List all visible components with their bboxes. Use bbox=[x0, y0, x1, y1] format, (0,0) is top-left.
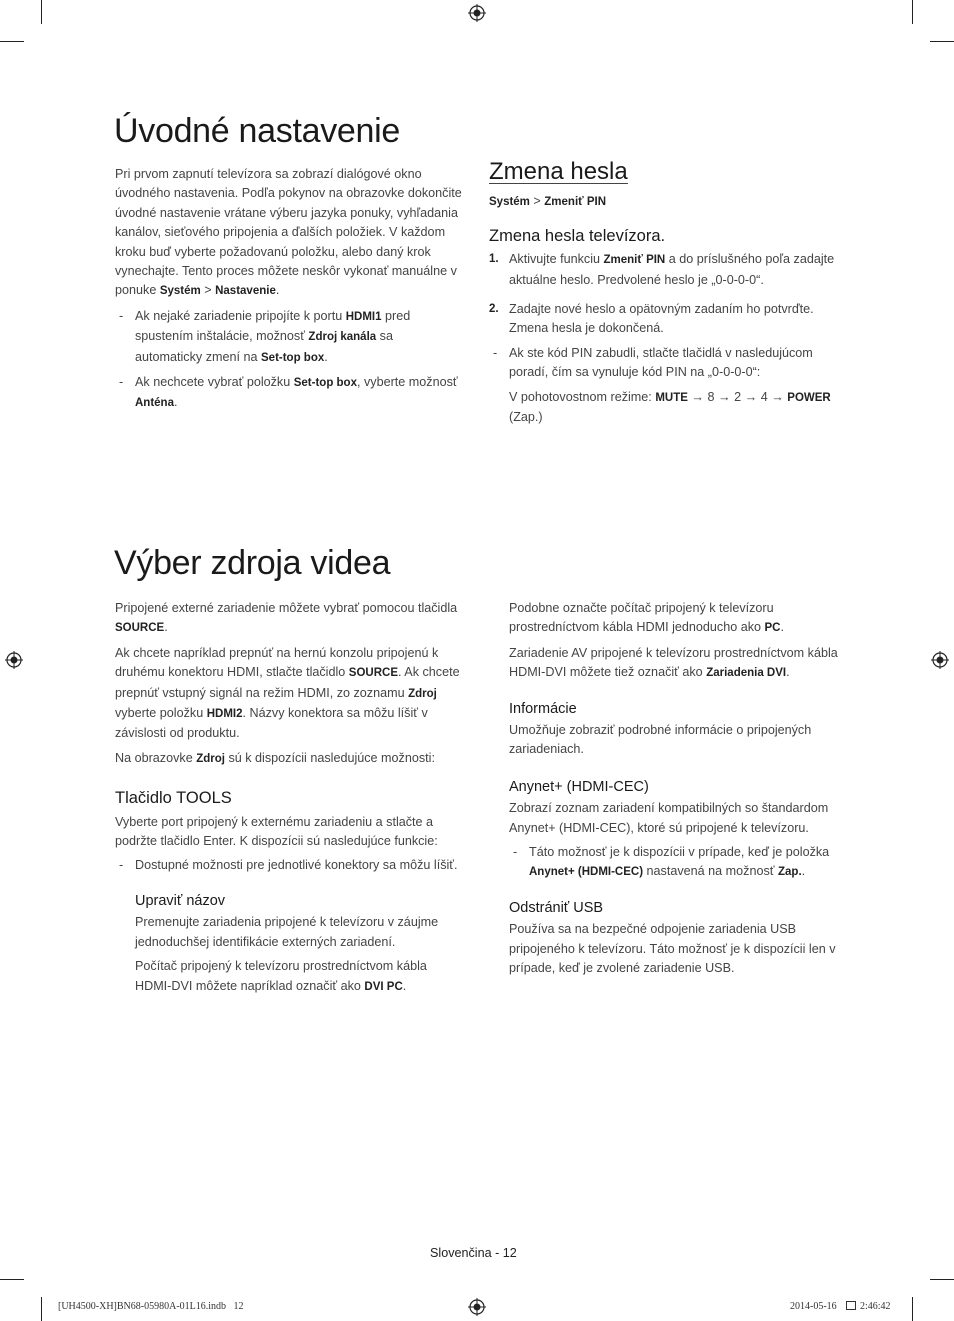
option-heading: Anynet+ (HDMI-CEC) bbox=[509, 778, 649, 795]
crop-mark bbox=[930, 1279, 954, 1280]
list-item: - Táto možnosť je k dispozícii v prípade, keď je položka Anynet+ (HDMI-CEC) nastavená na možnosť Zap.. bbox=[513, 845, 830, 879]
crop-mark bbox=[912, 1297, 913, 1321]
option-heading: Odstrániť USB bbox=[509, 899, 604, 916]
option-heading: Informácie bbox=[509, 700, 577, 717]
subsection-heading: Tlačidlo TOOLS bbox=[115, 789, 232, 808]
section-heading: Zmena hesla bbox=[489, 158, 628, 185]
crop-mark bbox=[0, 41, 24, 42]
print-date: 2014-05-16 bbox=[790, 1301, 837, 1312]
registration-mark-icon bbox=[931, 651, 949, 669]
file-info: [UH4500-XH]BN68-05980A-01L16.indb 12 bbox=[58, 1301, 244, 1312]
page-number: Slovenčina - 12 bbox=[430, 1246, 517, 1260]
calendar-icon bbox=[846, 1301, 856, 1310]
source-left-column: Pripojené externé zariadenie môžete vybrať pomocou tlačidla SOURCE. Ak chcete napríklad prepnúť na hernú konzolu pripojenú k druhému konektoru HDMI, stlačte tlačidlo SOURCE. Ak chcete prepnúť vstupný signál na režim HDMI, zo zoznamu Zdroj vyberte položku HDMI2. Názvy konektora sa môžu líšiť v závislosti od produktu. Na obrazovke Zdroj sú k dispozícii nasledujúce možnosti: Tlačidlo TOOLS Vyberte port pripojený k externému zariadeniu a stlačte a podržte tlačidlo Enter. K dispozícii sú nasledujúce funkcie: - Dostupné možnosti pre jednotlivé konektory sa môžu líšiť. Upraviť názov Premenujte zariadenia pripojené k televízoru v záujme jednoduchšej identifikácie externých zariadení. Počítač pripojený k televízoru prostredníctvom kábla HDMI-DVI môžete napríklad označiť ako DVI PC. bbox=[115, 599, 465, 1002]
option-heading: Upraviť názov bbox=[135, 892, 226, 909]
password-column bbox=[489, 158, 839, 432]
registration-mark-icon bbox=[468, 4, 486, 22]
crop-mark bbox=[41, 0, 42, 24]
crop-mark bbox=[912, 0, 913, 24]
subsection-heading: Zmena hesla televízora. bbox=[489, 226, 666, 245]
intro-column bbox=[115, 165, 463, 419]
page-title: Úvodné nastavenie bbox=[114, 112, 400, 150]
crop-mark bbox=[41, 1297, 42, 1321]
list-item: - Dostupné možnosti pre jednotlivé konektory sa môžu líšiť. bbox=[119, 858, 458, 873]
source-right-column: Podobne označte počítač pripojený k televízoru prostredníctvom kábla HDMI jednoducho ako PC. Zariadenie AV pripojené k televízoru prostredníctvom kábla HDMI-DVI môžete tiež označiť ako Zariadenia DVI. Informácie Umožňuje zobraziť podrobné informácie o pripojených zariadeniach. Anynet+ (HDMI-CEC) Zobrazí zoznam zariadení kompatibilných so štandardom Anynet+ (HDMI-CEC), ktoré sú pripojené k televízoru. - Táto možnosť je k dispozícii v prípade, keď je položka Anynet+ (HDMI-CEC) nastavená na možnosť Zap.. Odstrániť USB Používa sa na bezpečné odpojenie zariadenia USB pripojeného k televízoru. Táto možnosť je k dispozícii len v prípade, keď je zvolené zariadenie USB. bbox=[509, 599, 849, 984]
registration-mark-icon bbox=[5, 651, 23, 669]
print-time: 2:46:42 bbox=[860, 1301, 891, 1312]
list-item: - Ak nechcete vybrať položku Set-top box, vyberte možnosť Anténa. bbox=[119, 375, 458, 410]
menu-path: Systém > Zmeniť PIN bbox=[489, 194, 607, 209]
crop-mark bbox=[930, 41, 954, 42]
section-title: Výber zdroja videa bbox=[114, 544, 391, 582]
list-item: - Ak nejaké zariadenie pripojíte k portu HDMI1 pred spustením inštalácie, možnosť Zdroj kanála sa automaticky zmení na Set-top box. bbox=[119, 308, 411, 364]
list-item: - Ak ste kód PIN zabudli, stlačte tlačidlá v nasledujúcom poradí, čím sa vynuluje kód PIN na „0-0-0-0“: bbox=[493, 345, 813, 380]
intro-paragraph: Pri prvom zapnutí televízora sa zobrazí dialógové okno úvodného nastavenia. Podľa pokynov na obrazovke dokončite úvodné nastavenie vrátane výberu jazyka ponuky, vyhľadania kanálov, sieťového pripojenia a ďalších položiek. V každom kroku buď vyberte požadovanú položku, alebo daný krok vynechajte. Tento proces môžete neskôr vykonať manuálne v ponuke Systém > Nastavenie. bbox=[115, 167, 462, 298]
standby-sequence: V pohotovostnom režime: MUTE → 8 → 2 → 4 → POWER (Zap.) bbox=[509, 389, 831, 425]
step-item: 1. Aktivujte funkciu Zmeniť PIN a do príslušného poľa zadajte aktuálne heslo. Predvolené heslo je „0-0-0-0“. bbox=[489, 252, 835, 287]
registration-mark-icon bbox=[468, 1298, 486, 1316]
step-item: 2. Zadajte nové heslo a opätovným zadaním ho potvrďte. Zmena hesla je dokončená. bbox=[489, 302, 814, 336]
crop-mark bbox=[0, 1279, 24, 1280]
